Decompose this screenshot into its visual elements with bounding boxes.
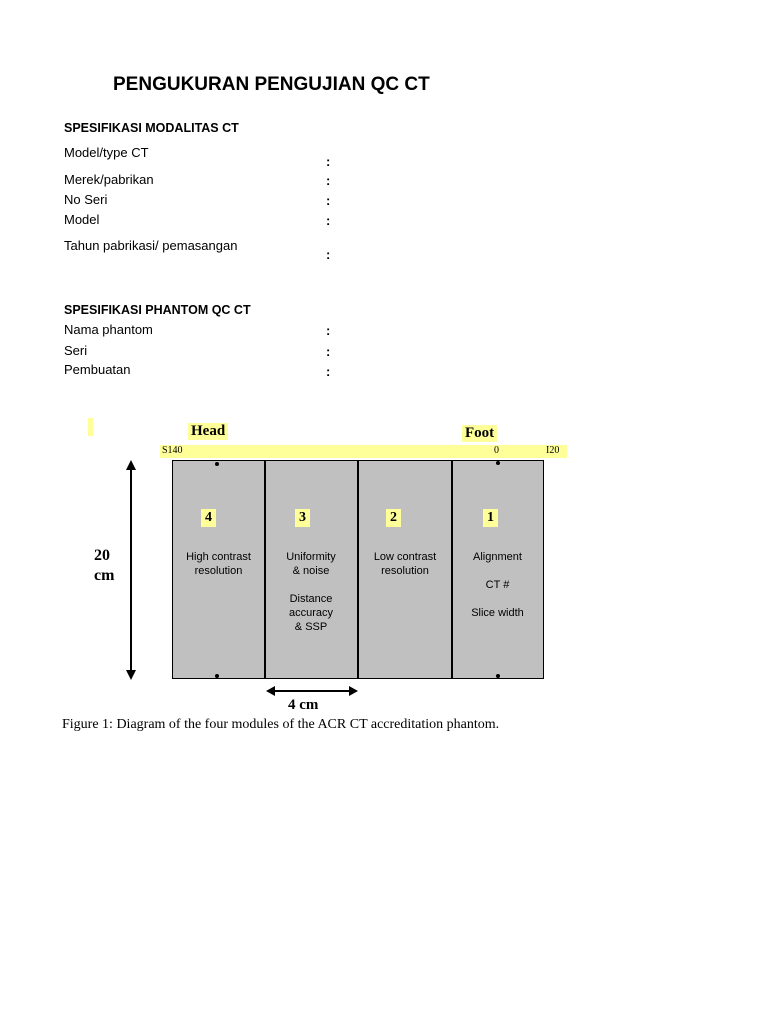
phantom-diagram — [172, 460, 544, 679]
field-label-pembuatan: Pembuatan — [64, 362, 131, 377]
field-label-no-seri: No Seri — [64, 192, 108, 207]
module-3-text: Uniformity & noise Distance accuracy & SSP — [286, 551, 336, 633]
page-title: PENGUKURAN PENGUJIAN QC CT — [113, 74, 430, 95]
width-arrow — [266, 684, 358, 698]
ruler-right-label: I20 — [546, 445, 560, 456]
field-label-model: Model — [64, 212, 100, 227]
module-1-number: 1 — [483, 509, 498, 527]
field-label-model-type: Model/type CT — [64, 145, 149, 160]
marker-dot — [496, 461, 500, 465]
field-colon: : — [326, 344, 331, 359]
field-label-seri: Seri — [64, 343, 88, 358]
figure-caption: Figure 1: Diagram of the four modules of the ACR CT accreditation phantom. — [62, 717, 500, 732]
width-label: 4 cm — [288, 697, 319, 713]
field-colon: : — [326, 323, 331, 338]
module-2-text: Low contrast resolution — [373, 551, 437, 577]
module-4-text: High contrast resolution — [186, 551, 251, 577]
phantom-heading: SPESIFIKASI PHANTOM QC CT — [64, 303, 251, 317]
field-colon: : — [326, 247, 331, 262]
field-label-merek: Merek/pabrikan — [64, 172, 154, 187]
field-colon: : — [326, 364, 331, 379]
marker-dot — [215, 674, 219, 678]
ruler-left-label: S140 — [162, 445, 183, 456]
head-label: Head — [188, 423, 228, 440]
foot-label: Foot — [462, 425, 497, 442]
marker-dot — [496, 674, 500, 678]
height-arrow — [122, 460, 140, 682]
field-colon: : — [326, 193, 331, 208]
highlight-mark — [88, 418, 93, 436]
height-label-value: 20 — [94, 547, 110, 564]
ruler-zero-label: 0 — [494, 445, 499, 456]
field-label-nama-phantom: Nama phantom — [64, 322, 153, 337]
field-label-tahun: Tahun pabrikasi/ pemasangan — [64, 238, 238, 253]
height-label-unit: cm — [94, 567, 115, 584]
field-colon: : — [326, 213, 331, 228]
module-3-number: 3 — [295, 509, 310, 527]
position-ruler — [160, 445, 567, 458]
modalitas-heading: SPESIFIKASI MODALITAS CT — [64, 121, 239, 135]
field-colon: : — [326, 173, 331, 188]
field-colon: : — [326, 154, 331, 169]
marker-dot — [215, 462, 219, 466]
module-1-text: Alignment CT # Slice width — [471, 551, 524, 619]
module-2-number: 2 — [386, 509, 401, 527]
module-4-number: 4 — [201, 509, 216, 527]
